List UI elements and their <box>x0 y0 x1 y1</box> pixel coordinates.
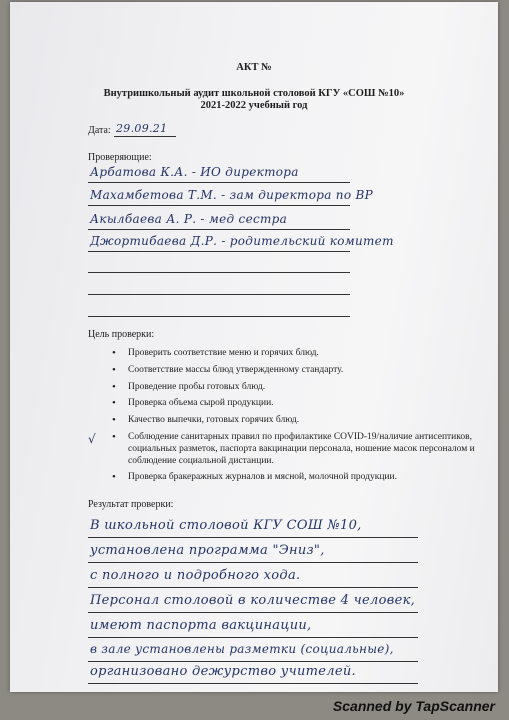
result-line: с полного и подробного хода. <box>90 568 301 583</box>
inspector-entry: Махамбетова Т.М. - зам директора по ВР <box>90 188 373 202</box>
scanner-watermark: Scanned by TapScanner <box>332 698 495 714</box>
audit-title: Внутришкольный аудит школьной столовой КГУ «СОШ №10» <box>103 88 405 99</box>
purpose-item: • Соответствие массы блюд утвержденному стандарту. <box>110 365 480 377</box>
result-label: Результат проверки: <box>88 499 174 510</box>
result-line: организовано дежурство учителей. <box>90 664 356 679</box>
inspector-line <box>88 294 350 295</box>
inspector-entry: Акылбаева А. Р. - мед сестра <box>90 212 288 226</box>
document-page <box>10 2 498 692</box>
inspector-entry: Арбатова К.А. - ИО директора <box>90 165 299 179</box>
inspector-line <box>88 272 350 273</box>
result-underline <box>88 562 418 563</box>
result-underline <box>88 637 418 638</box>
result-line: В школьной столовой КГУ СОШ №10, <box>90 518 362 533</box>
result-line: установлена программа "Эниз", <box>90 543 325 558</box>
inspectors-label: Проверяющие: <box>88 152 152 163</box>
result-line: Персонал столовой в количестве 4 человек, <box>90 593 416 608</box>
school-year: 2021-2022 учебный год <box>200 100 308 111</box>
inspector-line <box>88 316 350 317</box>
purpose-item: • Качество выпечки, готовых горячих блюд. <box>110 415 480 427</box>
purpose-item: • Соблюдение санитарных правил по профилактике COVID-19/наличие антисептиков, социальных разметок, паспорта вакцинации персонала, ношение масок персоналом и соблюдение социальной дистанции. <box>110 432 480 467</box>
date-value: 29.09.21 <box>116 122 168 135</box>
result-underline <box>88 683 418 684</box>
purpose-item: • Проведение пробы готовых блюд. <box>110 382 480 394</box>
inspector-line <box>88 229 350 230</box>
result-underline <box>88 612 418 613</box>
purpose-item: • Проверка объема сырой продукции. <box>110 398 480 410</box>
purpose-list <box>110 348 480 489</box>
purpose-label: Цель проверки: <box>88 329 155 340</box>
result-underline <box>88 587 418 588</box>
act-title: АКТ № <box>236 62 272 73</box>
result-underline <box>88 661 418 662</box>
inspector-line <box>88 251 350 252</box>
result-underline <box>88 537 418 538</box>
result-line: в зале установлены разметки (социальные), <box>90 642 394 656</box>
inspector-line <box>88 205 350 206</box>
date-label: Дата: <box>88 125 111 136</box>
check-mark: √ <box>88 432 96 446</box>
date-underline <box>114 136 176 137</box>
inspector-line <box>88 182 350 183</box>
purpose-item: • Проверка бракеражных журналов и мясной, молочной продукции. <box>110 472 480 484</box>
result-line: имеют паспорта вакцинации, <box>90 618 312 633</box>
inspector-entry: Джортибаева Д.Р. - родительский комитет <box>90 234 394 248</box>
purpose-item: • Проверить соответствие меню и горячих блюд. <box>110 348 480 360</box>
